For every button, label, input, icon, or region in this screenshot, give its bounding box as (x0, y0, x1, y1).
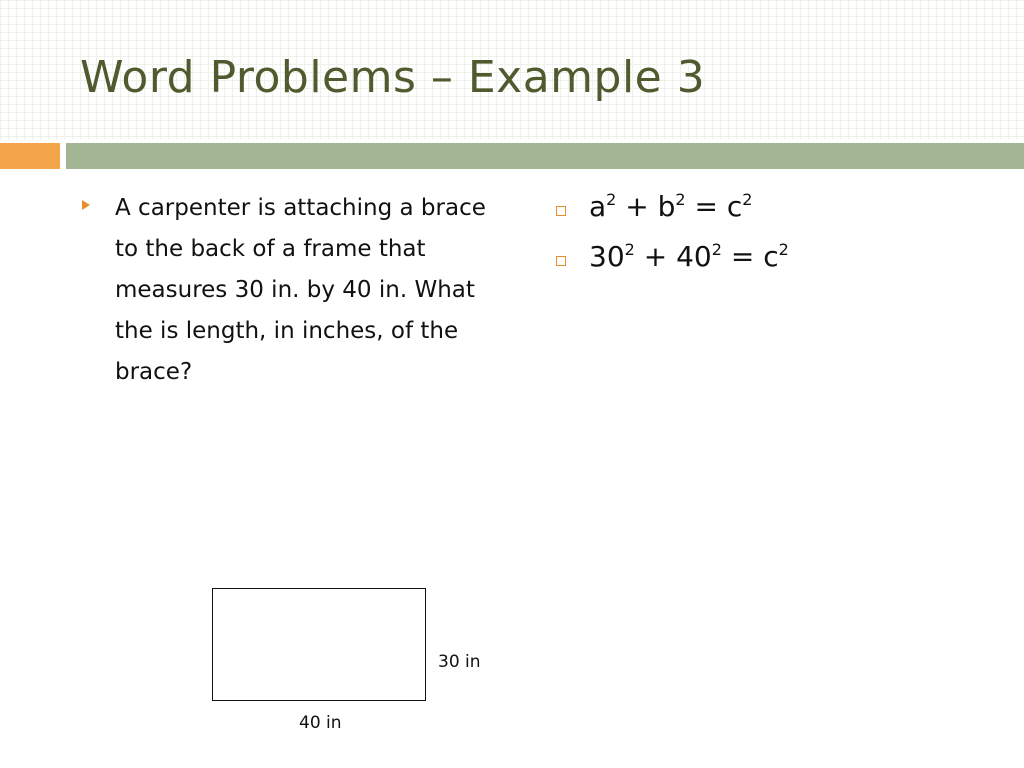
problem-column (82, 188, 502, 393)
frame-width-label: 40 in (299, 713, 342, 733)
equation-column (556, 190, 996, 290)
equation-item (556, 240, 996, 290)
frame-rectangle (212, 588, 426, 701)
arrow-bullet-icon (82, 200, 90, 210)
square-bullet-icon (556, 206, 566, 216)
slide-title: Word Problems – Example 3 (80, 52, 706, 103)
equation-text: $a^2 + b^2 = c^2$ (589, 190, 753, 223)
accent-bar-green (66, 143, 1024, 169)
equation-text: $30^2 + 40^2 = c^2$ (589, 240, 789, 273)
problem-text: A carpenter is attaching a brace to the back of a frame that measures 30 in. by 40 in. What the is length, in inches, of the brace? (115, 195, 486, 385)
frame-height-label: 30 in (438, 652, 481, 672)
accent-bar-orange (0, 143, 60, 169)
equation-item (556, 190, 996, 240)
square-bullet-icon (556, 256, 566, 266)
